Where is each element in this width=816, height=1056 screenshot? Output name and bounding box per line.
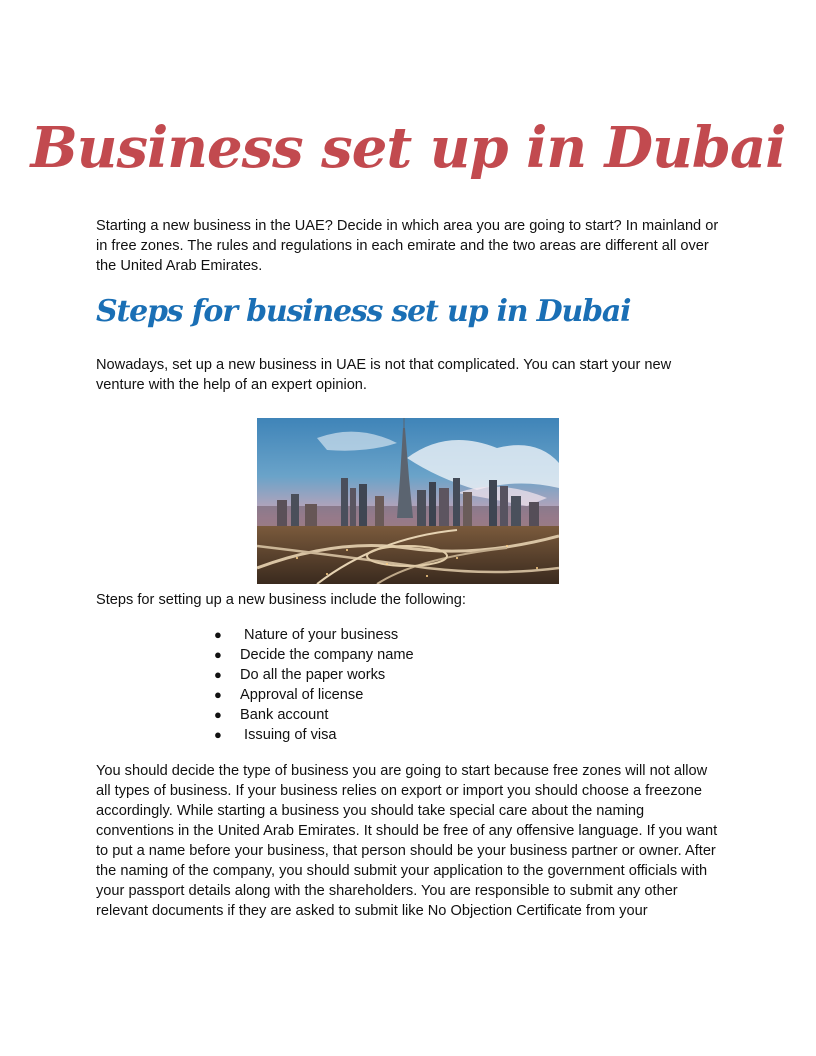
list-item bbox=[214, 645, 414, 665]
document-title: Business set up in Dubai bbox=[30, 115, 786, 181]
nowadays-paragraph: Nowadays, set up a new business in UAE is not that complicated. You can start your new venture with the help of an expert opinion. bbox=[96, 357, 672, 393]
step-label: Decide the company name bbox=[240, 647, 414, 663]
step-label: Do all the paper works bbox=[240, 667, 386, 683]
dubai-skyline-image bbox=[257, 418, 559, 584]
steps-list bbox=[214, 625, 414, 745]
steps-intro-paragraph: Steps for setting up a new business include the following: bbox=[96, 592, 466, 608]
bullet-icon: ● bbox=[214, 627, 222, 642]
step-label: Issuing of visa bbox=[240, 727, 337, 743]
body-paragraph: You should decide the type of business you are going to start because free zones will not allow all types of business. If your business relies on export or import you should choose a freezone accordingly. While starting a business you should take special care about the naming conventions in the United Arab Emirates. It should be free of any offensive language. If you want to put a name before your business, that person should be your business partner or owner. After the naming of the company, you should submit your application to the government officials with your passport details along with the shareholders. You are responsible to submit any other relevant documents if they are asked to submit like No Objection Certificate from your bbox=[96, 763, 718, 919]
bullet-icon: ● bbox=[214, 707, 222, 722]
bullet-icon: ● bbox=[214, 667, 222, 682]
step-label: Bank account bbox=[240, 707, 329, 723]
bullet-icon: ● bbox=[214, 727, 222, 742]
dubai-skyline-illustration bbox=[257, 418, 559, 584]
list-item bbox=[214, 625, 414, 645]
bullet-icon: ● bbox=[214, 647, 222, 662]
bullet-icon: ● bbox=[214, 687, 222, 702]
step-label: Approval of license bbox=[240, 687, 364, 703]
list-item bbox=[214, 725, 414, 745]
list-item bbox=[214, 685, 414, 705]
list-item bbox=[214, 705, 414, 725]
step-label: Nature of your business bbox=[240, 627, 399, 643]
section-heading: Steps for business set up in Dubai bbox=[96, 294, 631, 329]
list-item bbox=[214, 665, 414, 685]
intro-paragraph: Starting a new business in the UAE? Decide in which area you are going to start? In mainland or in free zones. The rules and regulations in each emirate and the two areas are different all over the United Arab Emirates. bbox=[96, 218, 719, 274]
